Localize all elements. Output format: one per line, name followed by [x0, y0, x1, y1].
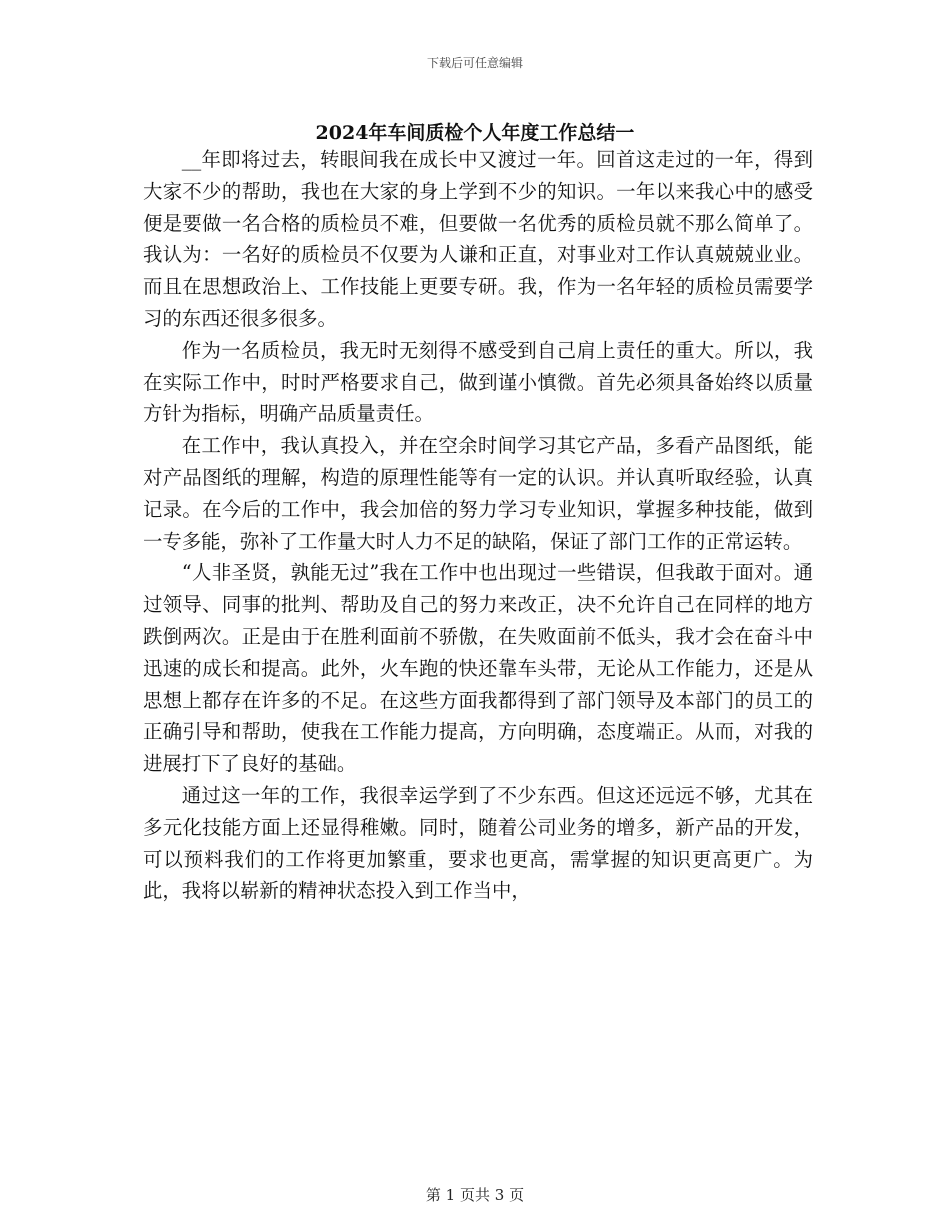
paragraph-5: 通过这一年的工作，我很幸运学到了不少东西。但这还远远不够，尤其在多元化技能方面上还显得稚嫩。同时，随着公司业务的增多，新产品的开发，可以预料我们的工作将更加繁重，要求也更高，需掌握的知识更高更广。为此，我将以崭新的精神状态投入到工作当中， — [143, 783, 813, 903]
document-title: 2024年车间质检个人年度工作总结一 — [315, 122, 635, 144]
paragraph-2: 作为一名质检员，我无时无刻得不感受到自己肩上责任的重大。所以，我在实际工作中，时时严格要求自己，做到谨小慎微。首先必须具备始终以质量方针为指标，明确产品质量责任。 — [143, 338, 813, 426]
paragraph-1: __年即将过去，转眼间我在成长中又渡过一年。回首这走过的一年，得到大家不少的帮助，我也在大家的身上学到不少的知识。一年以来我心中的感受便是要做一名合格的质检员不难，但要做一名优秀的质检员就不那么简单了。我认为：一名好的质检员不仅要为人谦和正直，对事业对工作认真兢兢业业。而且在思想政治上、工作技能上更要专研。我，作为一名年轻的质检员需要学习的东西还很多很多。 — [143, 148, 813, 330]
paragraph-3: 在工作中，我认真投入，并在空余时间学习其它产品，多看产品图纸，能对产品图纸的理解，构造的原理性能等有一定的认识。并认真听取经验，认真记录。在今后的工作中，我会加倍的努力学习专业知识，掌握多种技能，做到一专多能，弥补了工作量大时人力不足的缺陷，保证了部门工作的正常运转。 — [143, 434, 813, 553]
paragraph-4: “人非圣贤，孰能无过”我在工作中也出现过一些错误，但我敢于面对。通过领导、同事的批判、帮助及自己的努力来改正，决不允许自己在同样的地方跌倒两次。正是由于在胜利面前不骄傲，在失败面前不低头，我才会在奋斗中迅速的成长和提高。此外，火车跑的快还靠车头带，无论从工作能力，还是从思想上都存在许多的不足。在这些方面我都得到了部门领导及本部门的员工的正确引导和帮助，使我在工作能力提高，方向明确，态度端正。从而，对我的进展打下了良好的基础。 — [143, 561, 813, 776]
page-header: 下载后可任意编辑 — [426, 56, 523, 70]
document-body — [143, 144, 813, 907]
page-footer: 第 1 页共 3 页 — [425, 1186, 525, 1204]
